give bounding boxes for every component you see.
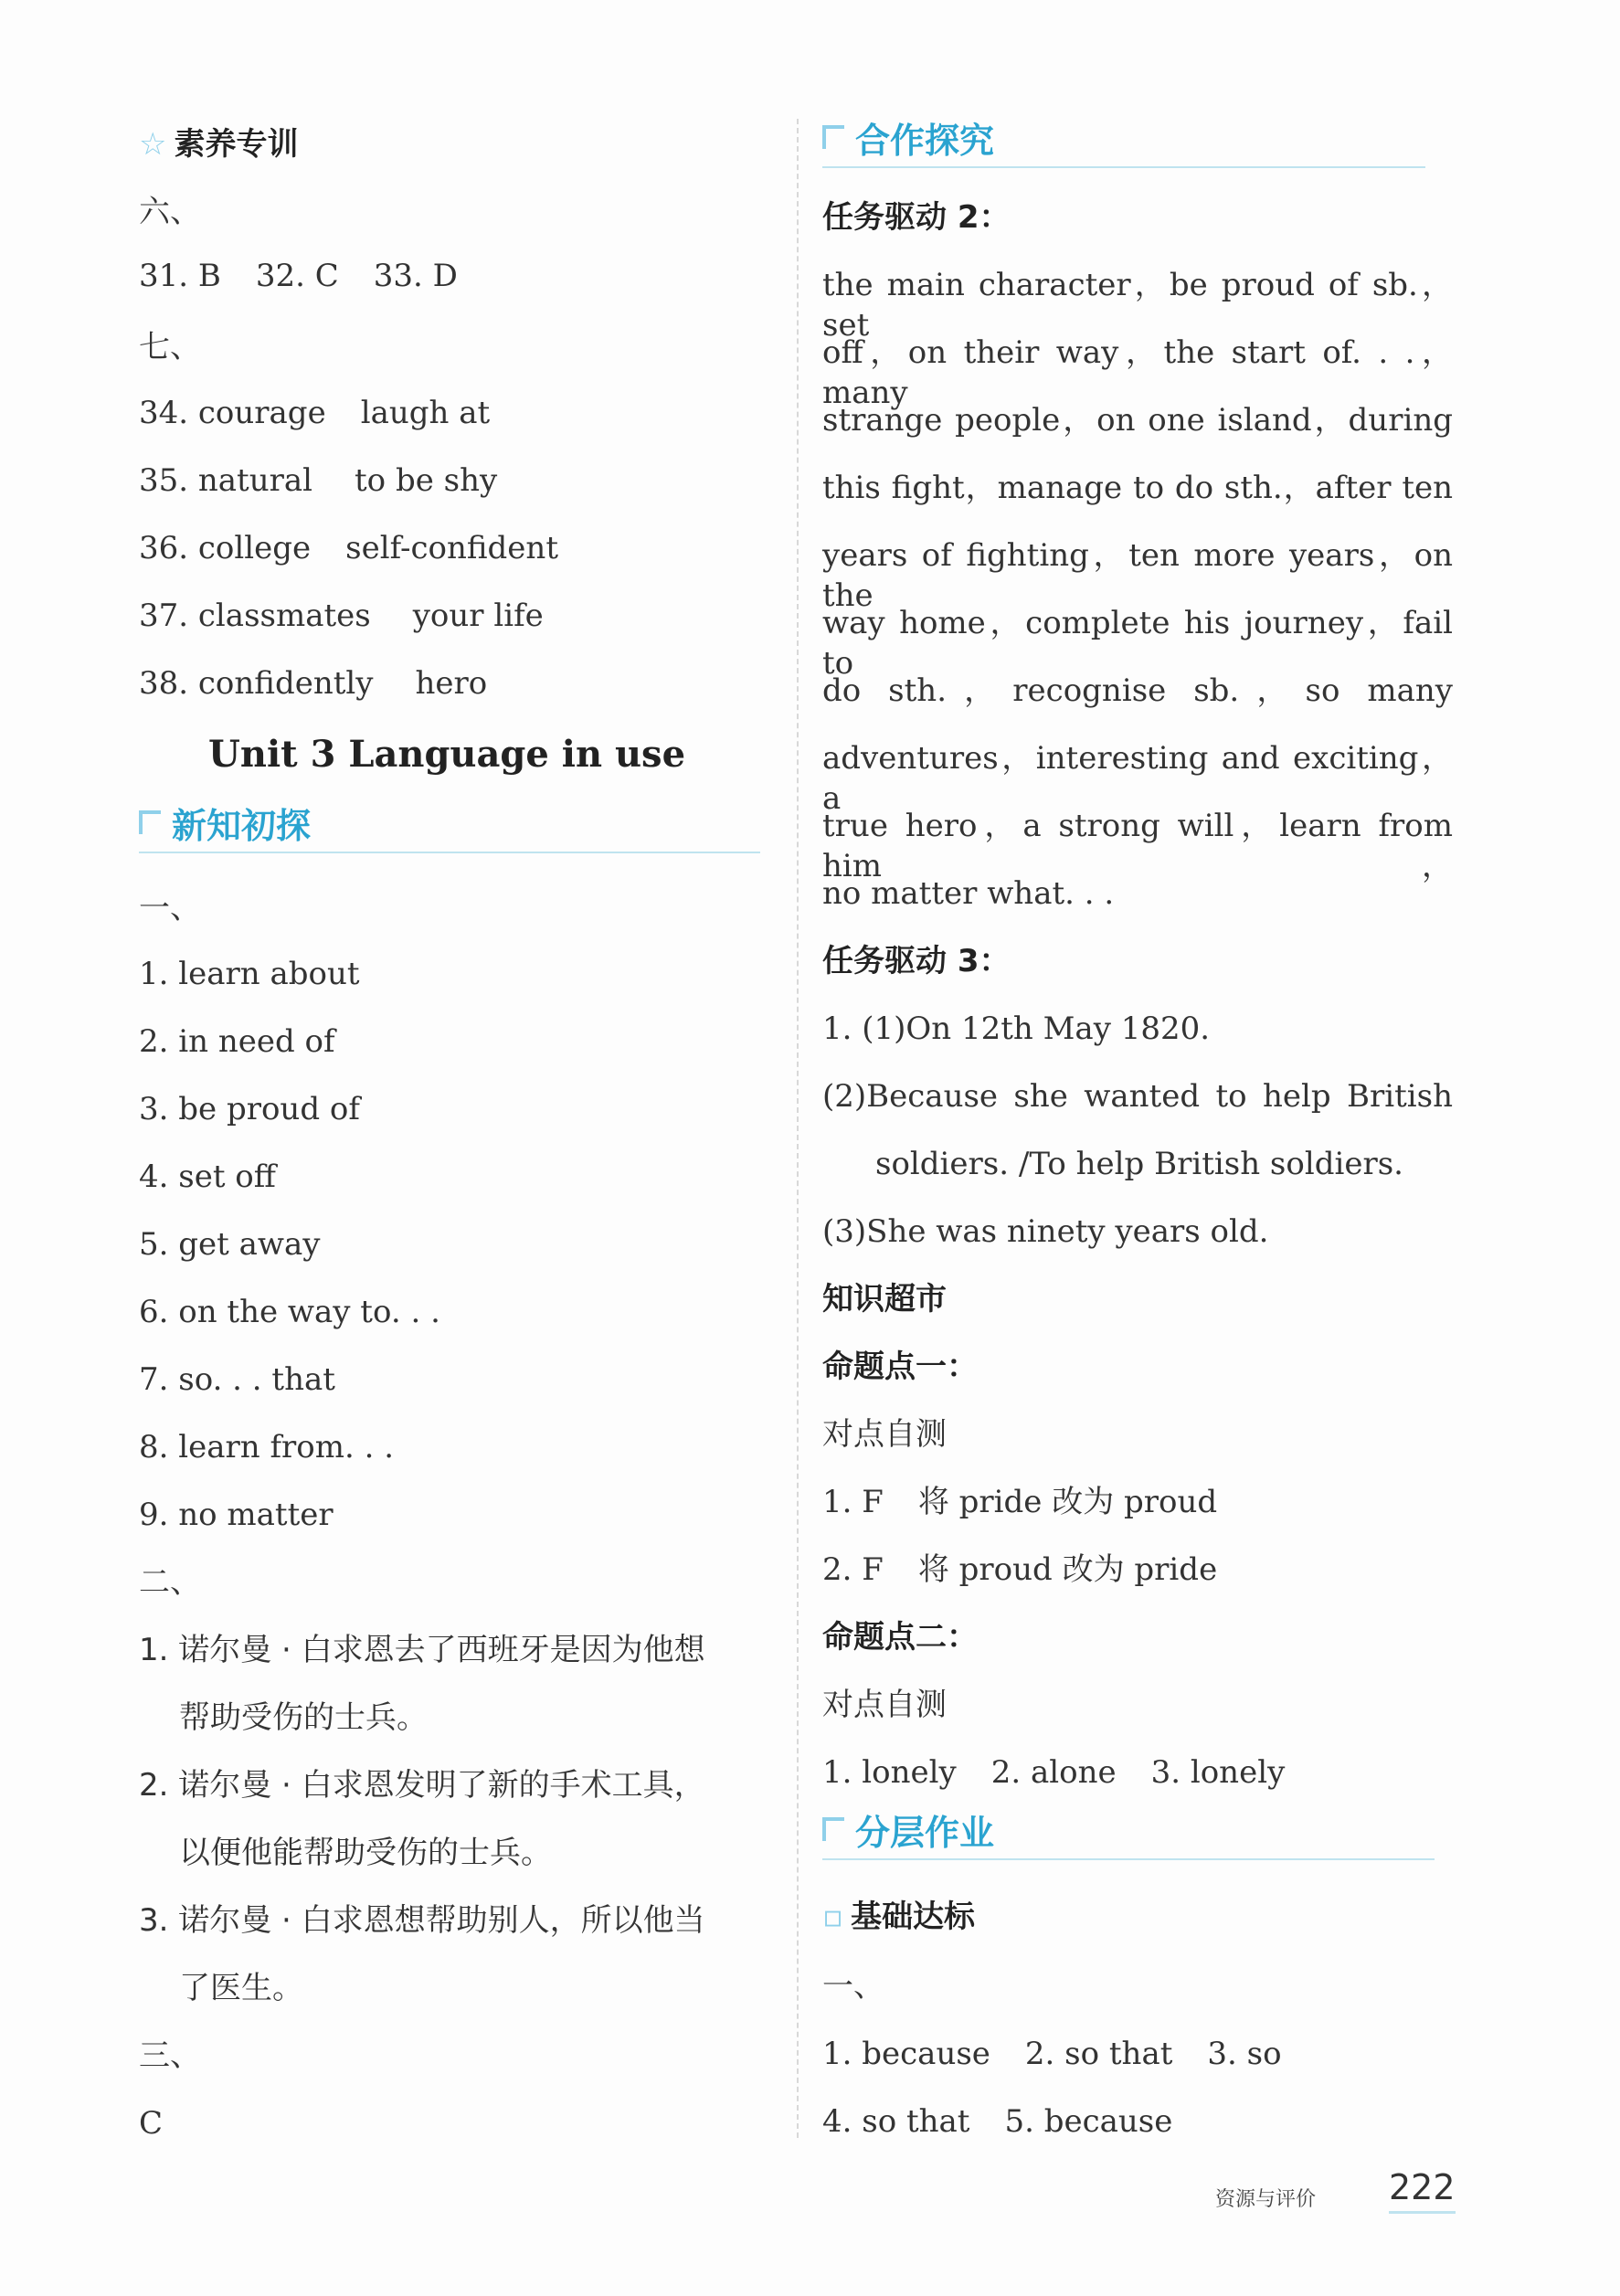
jichu-heading: ▫ 基础达标 xyxy=(822,1899,976,1935)
translation-line: 了医生。 xyxy=(179,1970,303,2006)
zhishi-heading: 知识超市 xyxy=(822,1281,947,1317)
paragraph-line: do sth.，recognise sb.，so many xyxy=(822,672,1453,709)
zice-answer: 1. F 将 pride 改为 proud xyxy=(822,1484,1218,1520)
translation-line: 2. 诺尔曼 · 白求恩发明了新的手术工具， xyxy=(139,1767,705,1804)
paragraph-line: no matter what. . . xyxy=(822,875,1115,912)
answer-line: 1. (1)On 12th May 1820. xyxy=(822,1010,1211,1047)
corner-icon xyxy=(822,1817,844,1841)
list-item: 5. get away xyxy=(139,1226,321,1263)
bag-icon: ▫ xyxy=(822,1899,844,1935)
answer-line: soldiers. /To help British soldiers. xyxy=(875,1146,1403,1182)
zice-answer: 2. F 将 proud 改为 pride xyxy=(822,1551,1218,1588)
answer-row: 38. confidently hero xyxy=(139,665,488,702)
list-item: 4. set off xyxy=(139,1159,276,1195)
list-item: 7. so. . . that xyxy=(139,1361,335,1398)
translation-line: 以便他能帮助受伤的士兵。 xyxy=(179,1835,552,1871)
list-item: 3. be proud of xyxy=(139,1091,360,1127)
section-one: 一、 xyxy=(139,890,201,926)
corner-icon xyxy=(139,810,161,834)
zice-label: 对点自测 xyxy=(822,1687,947,1723)
list-item: 8. learn from. . . xyxy=(139,1429,395,1465)
footer-label: 资源与评价 xyxy=(1215,2188,1317,2211)
column-divider xyxy=(797,119,799,2138)
section-three: 三、 xyxy=(139,2037,201,2074)
translation-line: 3. 诺尔曼 · 白求恩想帮助别人，所以他当 xyxy=(139,1902,705,1939)
mingti-2-heading: 命题点二： xyxy=(822,1619,978,1656)
section-seven: 七、 xyxy=(139,329,201,365)
paragraph-line: the main character，be proud of sb.，set xyxy=(822,267,1453,344)
answer-line: 1. because 2. so that 3. so xyxy=(822,2036,1282,2072)
answer-line: (2)Because she wanted to help British xyxy=(822,1078,1453,1115)
corner-icon xyxy=(822,125,844,149)
xinzhi-section-heading: 新知初探 xyxy=(139,800,760,853)
page-number: 222 xyxy=(1389,2167,1456,2214)
answer-c: C xyxy=(139,2105,164,2142)
list-item: 6. on the way to. . . xyxy=(139,1294,440,1330)
suyang-heading: ☆ 素养专训 xyxy=(139,126,299,163)
unit-title: Unit 3 Language in use xyxy=(208,733,686,776)
task-3-heading: 任务驱动 3： xyxy=(822,943,1011,979)
hezuo-section-heading: 合作探究 xyxy=(822,115,1425,168)
answer-line: (3)She was ninety years old. xyxy=(822,1213,1269,1250)
paragraph-line: years of fighting，ten more years，on the xyxy=(822,537,1453,614)
paragraph-line: this fight，manage to do sth.，after ten xyxy=(822,470,1453,506)
list-item: 2. in need of xyxy=(139,1023,335,1060)
list-item: 9. no matter xyxy=(139,1497,334,1533)
paragraph-line: way home，complete his journey，fail to xyxy=(822,605,1453,682)
paragraph-line: true hero，a strong will，learn from him， xyxy=(822,808,1453,884)
answer-row: 35. natural to be shy xyxy=(139,462,498,499)
paragraph-line: off，on their way，the start of. . .，many xyxy=(822,334,1453,411)
answer-row: 34. courage laugh at xyxy=(139,395,491,431)
paragraph-line: strange people，on one island，during xyxy=(822,402,1453,439)
mingti-1-heading: 命题点一： xyxy=(822,1349,978,1385)
paragraph-line: adventures，interesting and exciting，a xyxy=(822,740,1453,817)
fenceng-section-heading: 分层作业 xyxy=(822,1807,1435,1860)
translation-line: 帮助受伤的士兵。 xyxy=(179,1699,428,1736)
zice-answer: 1. lonely 2. alone 3. lonely xyxy=(822,1754,1286,1791)
answer-row: 36. college self-confident xyxy=(139,530,558,566)
answer-line: 4. so that 5. because xyxy=(822,2103,1173,2140)
answers-31-33: 31. B 32. C 33. D xyxy=(139,258,458,294)
section-two: 二、 xyxy=(139,1564,201,1601)
translation-line: 1. 诺尔曼 · 白求恩去了西班牙是因为他想 xyxy=(139,1632,705,1668)
section-one: 一、 xyxy=(822,1968,884,2005)
task-2-heading: 任务驱动 2： xyxy=(822,199,1011,236)
star-icon: ☆ xyxy=(139,126,167,163)
list-item: 1. learn about xyxy=(139,956,360,992)
answer-row: 37. classmates your life xyxy=(139,598,544,634)
zice-label: 对点自测 xyxy=(822,1416,947,1453)
section-six: 六、 xyxy=(139,194,201,230)
